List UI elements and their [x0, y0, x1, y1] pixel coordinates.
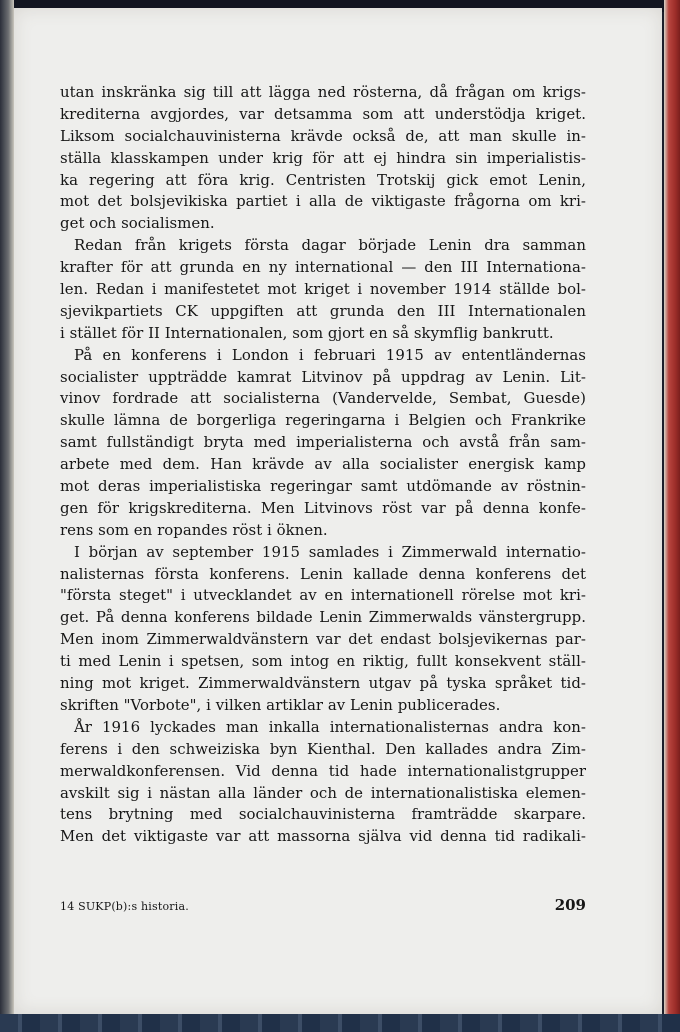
- text-line: År 1916 lyckades man inkalla internationalisternas andra kon-: [74, 717, 586, 736]
- footer-signature: 14 SUKP(b):s historia.: [60, 900, 189, 913]
- text-line: ka regering att föra krig. Centristen Trotskij gick emot Lenin,: [60, 170, 586, 189]
- text-line: skriften "Vorbote", i vilken artiklar av Lenin publicerades.: [60, 695, 501, 714]
- text-line: avskilt sig i nästan alla länder och de internationalistiska elemen-: [60, 783, 586, 802]
- text-line: vinov fordrade att socialisterna (Vandervelde, Sembat, Guesde): [60, 389, 586, 408]
- scan-bottom-strip: [0, 1014, 680, 1032]
- page-footer: [60, 896, 586, 920]
- text-line: skulle lämna de borgerliga regeringarna i Belgien och Frankrike: [60, 411, 586, 430]
- text-line: gen för krigskrediterna. Men Litvinovs röst var på denna konfe-: [60, 498, 586, 517]
- text-line: merwaldkonferensen. Vid denna tid hade internationalistgrupper: [60, 761, 586, 780]
- text-line: Men inom Zimmerwaldvänstern var det endast bolsjevikernas par-: [60, 630, 586, 649]
- text-line: tens brytning med socialchauvinisterna framträdde skarpare.: [60, 805, 586, 824]
- text-line: sjevikpartiets CK uppgiften att grunda den III Internationalen: [60, 301, 586, 320]
- text-line: i stället för II Internationalen, som gjort en så skymflig bankrutt.: [60, 323, 554, 342]
- book-page: [14, 8, 662, 1014]
- text-line: arbete med dem. Han krävde av alla socialister energisk kamp: [60, 455, 586, 474]
- text-line: I början av september 1915 samlades i Zimmerwald internatio-: [74, 542, 586, 561]
- text-line: ning mot kriget. Zimmerwaldvänstern utgav på tyska språket tid-: [60, 674, 586, 693]
- text-line: socialister uppträdde kamrat Litvinov på uppdrag av Lenin. Lit-: [60, 367, 586, 386]
- text-line: samt fullständigt bryta med imperialisterna och avstå från sam-: [60, 433, 586, 452]
- text-line: utan inskränka sig till att lägga ned rösterna, då frågan om krigs-: [60, 83, 586, 101]
- text-line: get och socialismen.: [60, 214, 215, 233]
- text-line: ti med Lenin i spetsen, som intog en riktig, fullt konsekvent ställ-: [60, 652, 586, 671]
- text-line: nalisternas första konferens. Lenin kallade denna konferens det: [60, 564, 586, 583]
- page-number: 209: [554, 896, 586, 914]
- text-line: krediterna avgjordes, var detsamma som att understödja kriget.: [60, 104, 586, 123]
- text-line: krafter för att grunda en ny international — den III Internationa-: [60, 258, 586, 277]
- text-line: len. Redan i manifestetet mot kriget i november 1914 ställde bol-: [60, 280, 586, 299]
- text-line: "första steget" i utvecklandet av en internationell rörelse mot kri-: [60, 586, 586, 605]
- text-line: På en konferens i London i februari 1915 av ententländernas: [74, 345, 586, 364]
- body-text: [60, 82, 586, 848]
- book-cover-edge: [664, 0, 680, 1032]
- text-line: get. På denna konferens bildade Lenin Zimmerwalds vänstergrupp.: [60, 608, 586, 627]
- text-line: ferens i den schweiziska byn Kienthal. Den kallades andra Zim-: [60, 739, 586, 758]
- text-line: ställa klasskampen under krig för att ej hindra sin imperialistis-: [60, 148, 586, 167]
- text-line: rens som en ropandes röst i öknen.: [60, 520, 328, 539]
- text-line: Men det viktigaste var att massorna själva vid denna tid radikali-: [60, 827, 586, 846]
- text-line: mot det bolsjevikiska partiet i alla de viktigaste frågorna om kri-: [60, 192, 586, 211]
- scan-left-edge: [0, 0, 14, 1032]
- text-line: Redan från krigets första dagar började Lenin dra samman: [74, 236, 586, 255]
- text-line: mot deras imperialistiska regeringar samt utdömande av röstnin-: [60, 477, 586, 496]
- text-line: Liksom socialchauvinisterna krävde också de, att man skulle in-: [60, 126, 586, 145]
